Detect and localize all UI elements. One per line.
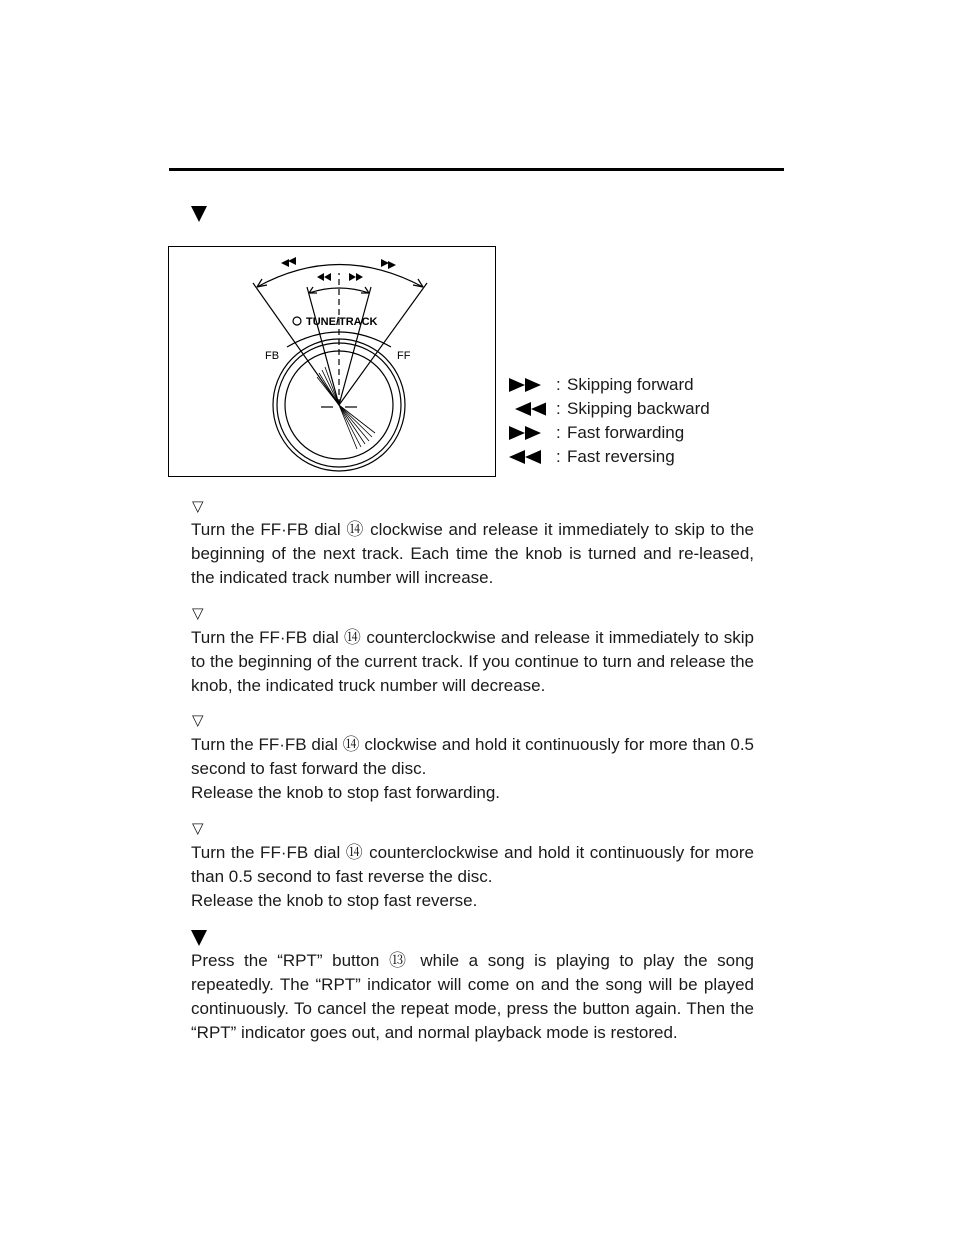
section-marker-open-icon: ▽ (192, 712, 204, 729)
skip-forward-icon (508, 378, 544, 392)
section-marker-open-icon: ▽ (192, 605, 204, 622)
legend-item: : Skipping forward (508, 373, 768, 397)
fast-reverse-icon (508, 450, 544, 464)
dial-figure (168, 246, 496, 477)
fast-forward-small-icon (349, 273, 363, 281)
skip-arc (257, 265, 423, 288)
section-marker-filled-icon (191, 930, 207, 946)
dial-diagram (169, 247, 497, 478)
dial-label: TUNE/TRACK (306, 316, 378, 328)
fast-reverse-small-icon (317, 273, 331, 281)
fast-forward-icon (508, 426, 544, 440)
skip-forward-paragraph: Turn the FF·FB dial ⑭ clockwise and release it immediately to skip to the beginning of the next track. Each time the knob is turned and re-leased, the indicated track number will increase. (191, 520, 754, 587)
section-marker-open-icon: ▽ (192, 498, 204, 515)
repeat-paragraph: Press the “RPT” button ⑬ while a song is playing to play the song repeatedly. The “RPT” indicator will come on and the song will be played continuously. To cancel the repeat mode, press the button again. Then the “RPT” indicator goes out, and normal playback mode is restored. (191, 951, 754, 1042)
header-rule (169, 168, 784, 171)
legend-item: : Fast reversing (508, 445, 768, 469)
ff-label: FF (397, 350, 411, 362)
skip-backward-icon (508, 402, 546, 416)
skip-forward-small-icon (381, 259, 396, 269)
legend-item: : Skipping backward (508, 397, 768, 421)
skip-backward-small-icon (281, 257, 296, 267)
section-marker-filled-icon (191, 206, 207, 222)
section-marker-open-icon: ▽ (192, 820, 204, 837)
fast-forward-paragraph: Turn the FF·FB dial ⑭ clockwise and hold it continuously for more than 0.5 second to fast forward the disc. Release the knob to stop fast forwarding. (191, 735, 754, 802)
legend (508, 373, 768, 469)
skip-backward-paragraph: Turn the FF·FB dial ⑭ counterclockwise and release it immediately to skip to the beginning of the current track. If you continue to turn and release the knob, the indicated truck number will decrease. (191, 628, 754, 695)
legend-item: : Fast forwarding (508, 421, 768, 445)
fast-reverse-paragraph: Turn the FF·FB dial ⑭ counterclockwise and hold it continuously for more than 0.5 second to fast reverse the disc. Release the knob to stop fast reverse. (191, 843, 754, 910)
fb-label: FB (265, 350, 280, 362)
